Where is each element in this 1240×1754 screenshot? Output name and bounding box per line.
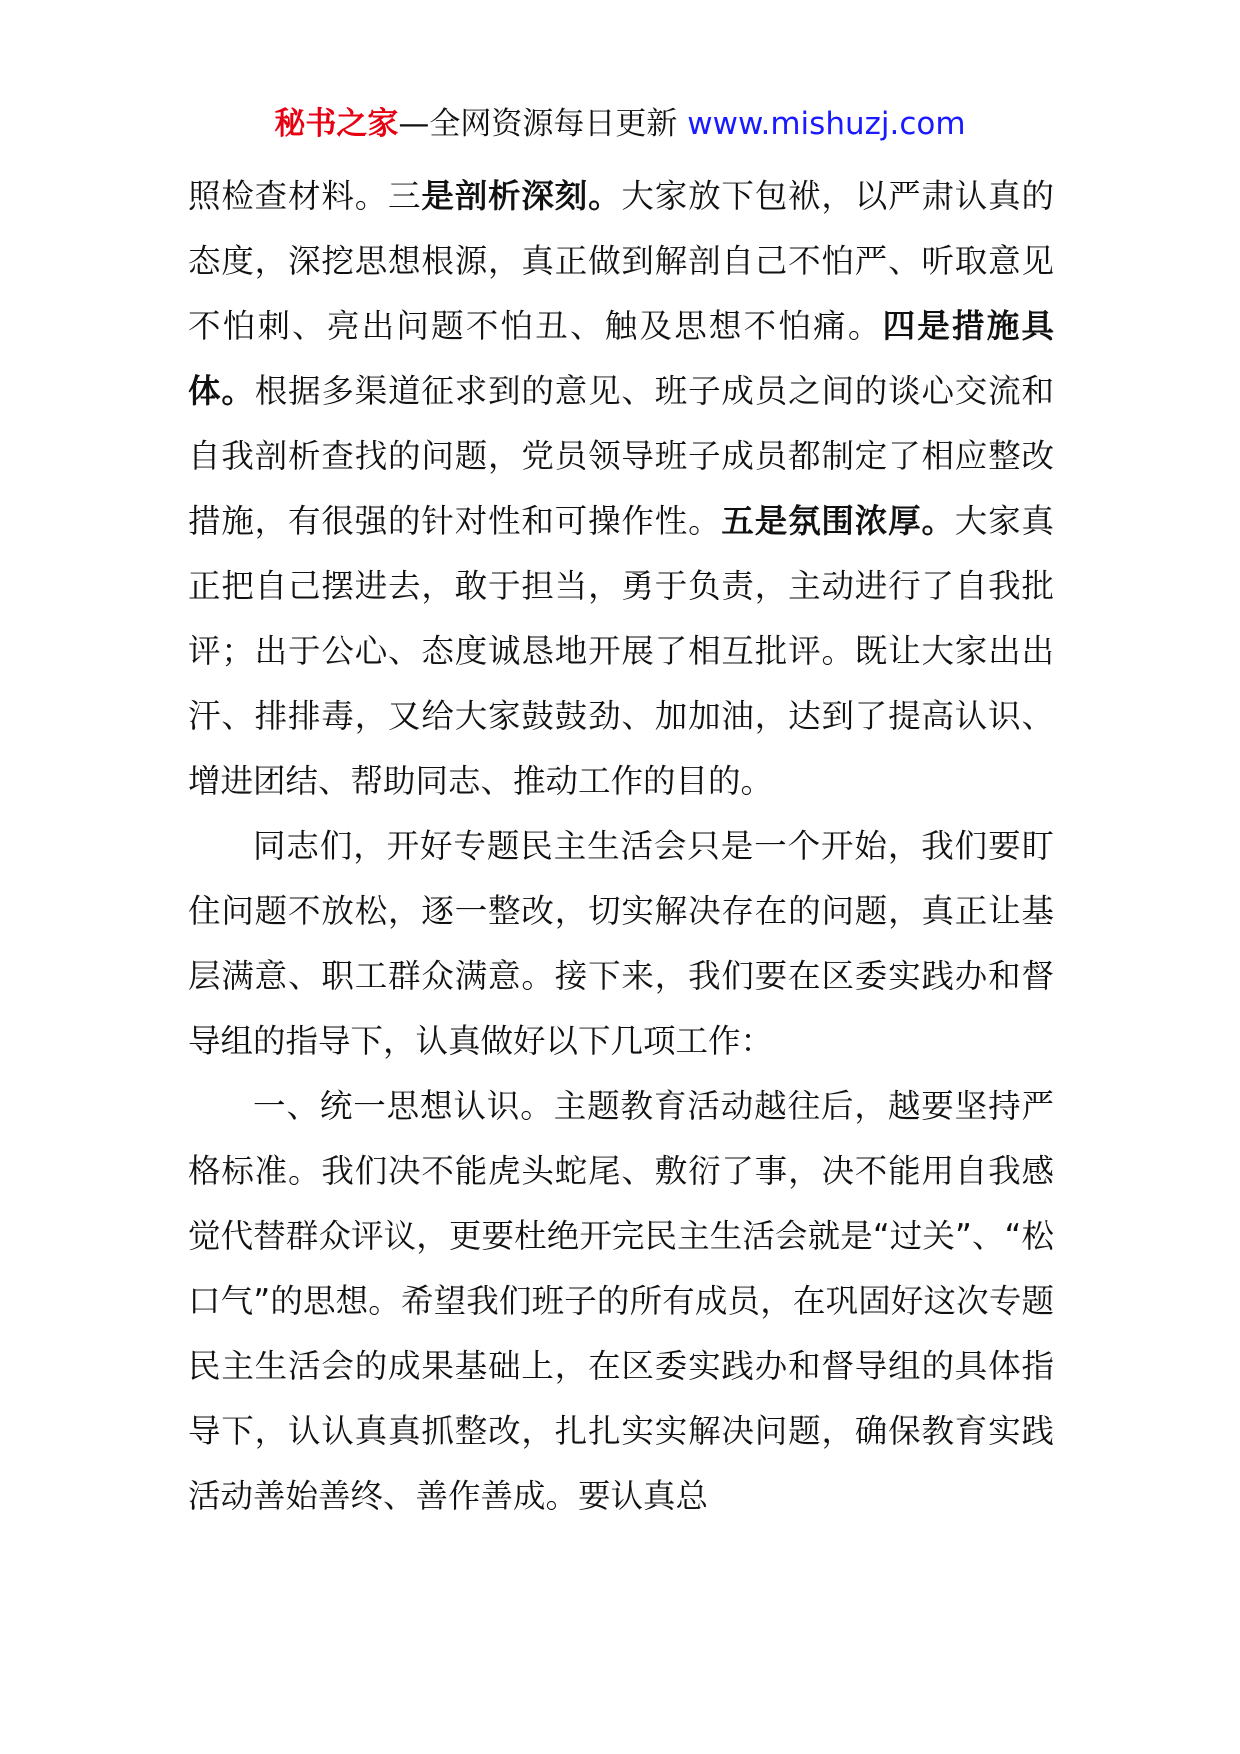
- paragraph-1-text-d: 大家真正把自己摆进去，敢于担当，勇于负责，主动进行了自我批评；出于公心、态度诚恳地开展了相互批评。既让大家出出汗、排排毒，又给大家鼓鼓劲、加加油，达到了提高认识、增进团结、帮助同志、推动工作的目的。: [188, 502, 1054, 800]
- paragraph-1-text-a: 照检查材料。三: [188, 177, 422, 215]
- paragraph-2: 同志们，开好专题民主生活会只是一个开始，我们要盯住问题不放松，逐一整改，切实解决存在的问题，真正让基层满意、职工群众满意。接下来，我们要在区委实践办和督导组的指导下，认真做好以下几项工作：: [188, 827, 1054, 1060]
- paragraph-1-text-c: 根据多渠道征求到的意见、班子成员之间的谈心交流和自我剖析查找的问题，党员领导班子成员都制定了相应整改措施，有很强的针对性和可操作性。: [188, 372, 1054, 540]
- site-header: [0, 102, 1240, 146]
- header-brand: 秘书之家: [274, 106, 399, 142]
- paragraph-1-bold-point-3: 是剖析深刻。: [421, 177, 622, 215]
- paragraph-1-text-b: 大家放下包袱，以严肃认真的态度，深挖思想根源，真正做到解剖自己不怕严、听取意见不怕刺、亮出问题不怕丑、触及思想不怕痛。: [188, 177, 1054, 345]
- document-body: [188, 164, 1054, 1529]
- paragraph-1: [188, 164, 1054, 814]
- header-slogan: —全网资源每日更新: [398, 106, 678, 142]
- paragraph-1-bold-point-4: 四是措施具体。: [188, 307, 1054, 410]
- paragraph-3: 一、统一思想认识。主题教育活动越往后，越要坚持严格标准。我们决不能虎头蛇尾、敷衍了事，决不能用自我感觉代替群众评议，更要杜绝开完民主生活会就是“过关”、“松口气”的思想。希望我们班子的所有成员，在巩固好这次专题民主生活会的成果基础上，在区委实践办和督导组的具体指导下，认认真真抓整改，扎扎实实解决问题，确保教育实践活动善始善终、善作善成。要认真总: [188, 1087, 1054, 1515]
- paragraph-1-bold-point-5: 五是氛围浓厚。: [721, 502, 955, 540]
- header-url-link[interactable]: www.mishuzj.com: [687, 106, 966, 142]
